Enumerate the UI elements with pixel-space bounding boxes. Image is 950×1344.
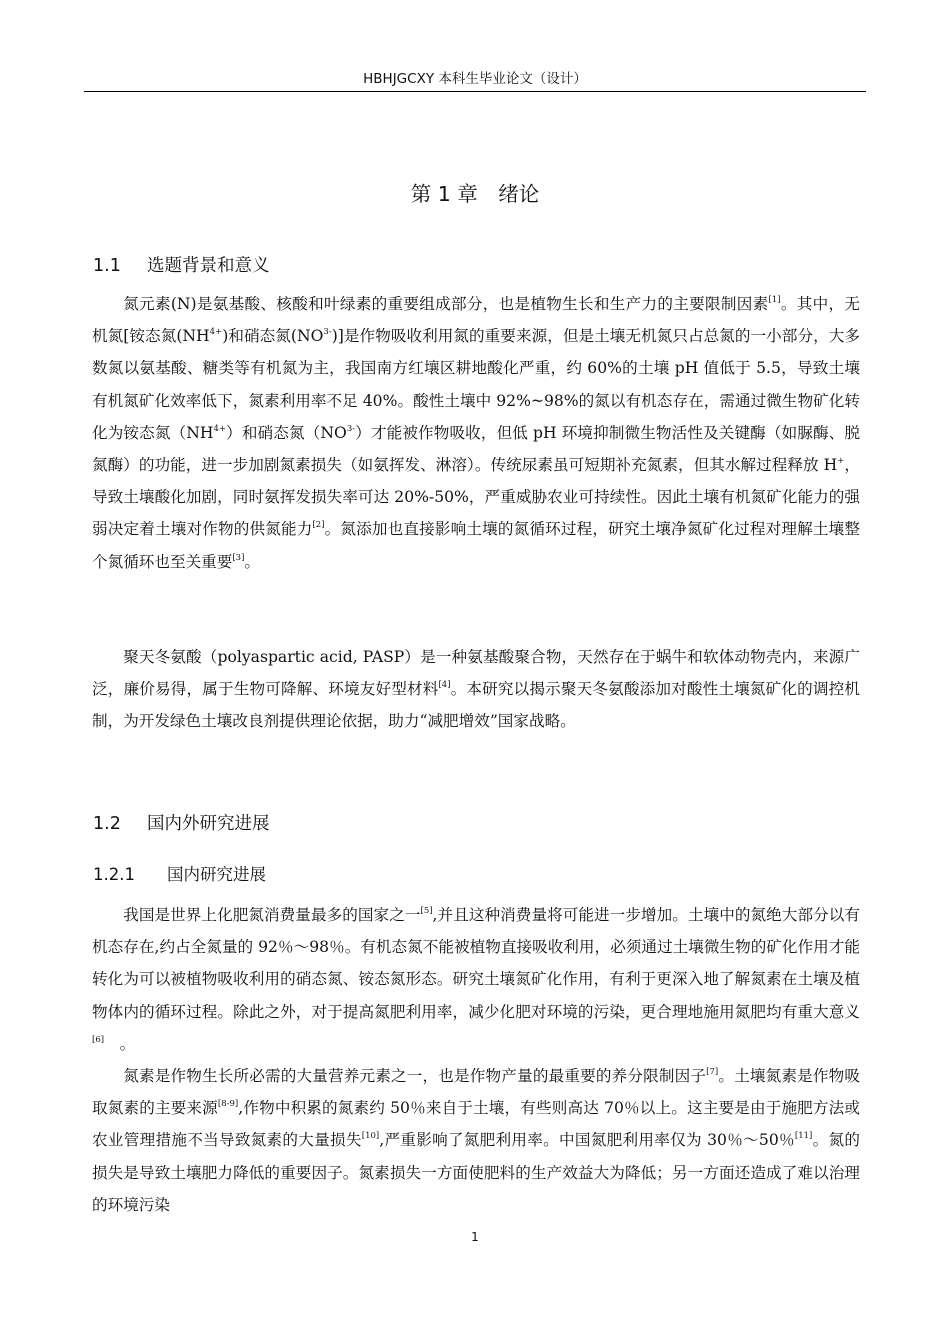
text-run: 。其中，无机氮[铵态氮(NH [92,295,860,346]
text-run: ,并且这种消费量将可能进一步增加。土壤中的氮绝大部分以有机态存在,约占全氮量的 92％～98％。有机态氮不能被植物直接吸收利用，必须通过土壤微生物的矿化作用才能转化为可以被植物吸收利用的硝态氮、铵态氮形态。研究土壤氮矿化作用，有利于更深入地了解氮素在土壤及植物体内的循环过程。除此之外，对于提高氮肥利用率，减少化肥对环境的污染，更合理地施用氮肥均有重大意义 [92,906,860,1021]
paragraph-domestic-2 [92,1060,860,1221]
superscript: - [328,327,332,338]
section-heading-1-2 [93,811,270,837]
citation-ref: [7] [706,1067,719,1077]
citation-ref: [3] [232,552,245,563]
paragraph-domestic-1 [92,899,860,1060]
citation-ref: [10] [361,1131,380,1142]
text-run: )]是作物吸收利用氮的重要来源，但是土壤无机氮只占总氮的一小部分，大多数氮以氨基酸、糖类等有机氮为主，我国南方红壤区耕地酸化严重，约 60%的土壤 pH 值低于 5.5，导致土壤有机氮矿化效率低下，氮素利用率不足 40%。酸性土壤中 92%~98%的氮以有机态存在，需通过微生物矿化转化为铵态氮（NH [92,327,860,442]
superscript: + [837,456,845,467]
text-run: 氮元素(N)是氨基酸、核酸和叶绿素的重要组成部分，也是植物生长和生产力的主要限制因素 [123,295,769,313]
subsection-heading-1-2-1 [93,862,266,888]
subscript: 3 [323,327,329,338]
text-run: ,严重影响了氮肥利用率。中国氮肥利用率仅为 30％～50％ [379,1131,795,1150]
section-title: 选题背景和意义 [147,256,270,276]
text-run: ）才能被作物吸收，但低 pH 环境抑制微生物活性及关键酶（如脲酶、脱氮酶）的功能，进一步加剧氮素损失（如氨挥发、淋溶）。传统尿素虽可短期补充氮素，但其水解过程释放 H [92,423,860,475]
subsection-number: 1.2.1 [93,865,135,884]
paragraph-background-1 [92,288,860,578]
header-title: HBHJGCXY 本科生毕业论文（设计） [363,71,587,87]
citation-ref: [2] [312,520,325,531]
text-run: 。 [244,552,261,571]
text-run: 。本研究以揭示聚天冬氨酸添加对酸性土壤氮矿化的调控机制，为开发绿色土壤改良剂提供理论依据，助力“减肥增效”国家战略。 [92,680,860,731]
chapter-title: 第 1 章 绪论 [410,182,540,206]
subscript: 4 [209,327,216,338]
text-run: 氮素是作物生长所必需的大量营养元素之一，也是作物产量的最重要的养分限制因子 [123,1067,707,1085]
text-run: 。氮添加也直接影响土壤的氮循环过程，研究土壤净氮矿化过程对理解土壤整个氮循环也至关重要 [92,520,860,571]
text-run: 我国是世界上化肥氮消费量最多的国家之一 [123,906,421,924]
text-run: 。 [104,1034,136,1053]
paragraph-background-2 [92,641,860,738]
section-number: 1.2 [93,814,121,834]
superscript: - [352,423,356,434]
text-run: ，导致土壤酸化加剧，同时氨挥发损失率可达 20%-50%，严重威胁农业可持续性。因此土壤有机氮矿化能力的强弱决定着土壤对作物的供氮能力 [92,456,860,539]
citation-ref: [1] [768,295,781,305]
text-run: 。氮的损失是导致土壤肥力降低的重要因子。氮素损失一方面使肥料的生产效益大为降低；另一方面还造成了难以治理的环境污染 [92,1131,860,1214]
text-run: 。土壤氮素是作物吸取氮素的主要来源 [92,1067,860,1118]
citation-ref: [8-9] [217,1099,239,1110]
text-run: ）和硝态氮（NO [226,423,347,442]
section-heading-1-1 [93,253,270,279]
text-run: 聚天冬氨酸（polyaspartic acid, PASP）是一种氨基酸聚合物，天然存在于蜗牛和软体动物壳内，来源广泛，廉价易得，属于生物可降解、环境友好型材料 [92,648,860,699]
subscript: 3 [346,423,353,434]
section-title: 国内外研究进展 [147,814,270,834]
text-run: ,作物中积累的氮素约 50％来自于土壤，有些则高达 70％以上。这主要是由于施肥方法或农业管理措施不当导致氮素的大量损失 [92,1099,860,1150]
citation-ref: [4] [438,680,451,691]
superscript: + [218,423,227,434]
text-run: )和硝态氮(NO [222,327,324,346]
superscript: + [215,327,223,338]
citation-ref: [5] [420,906,433,916]
page-number: 1 [471,1230,479,1244]
subsection-title: 国内研究进展 [167,865,266,884]
running-header [84,69,866,92]
section-number: 1.1 [93,256,121,276]
citation-ref: [11] [794,1131,813,1142]
citation-ref: [6] [92,1034,105,1045]
subscript: 4 [213,423,219,434]
